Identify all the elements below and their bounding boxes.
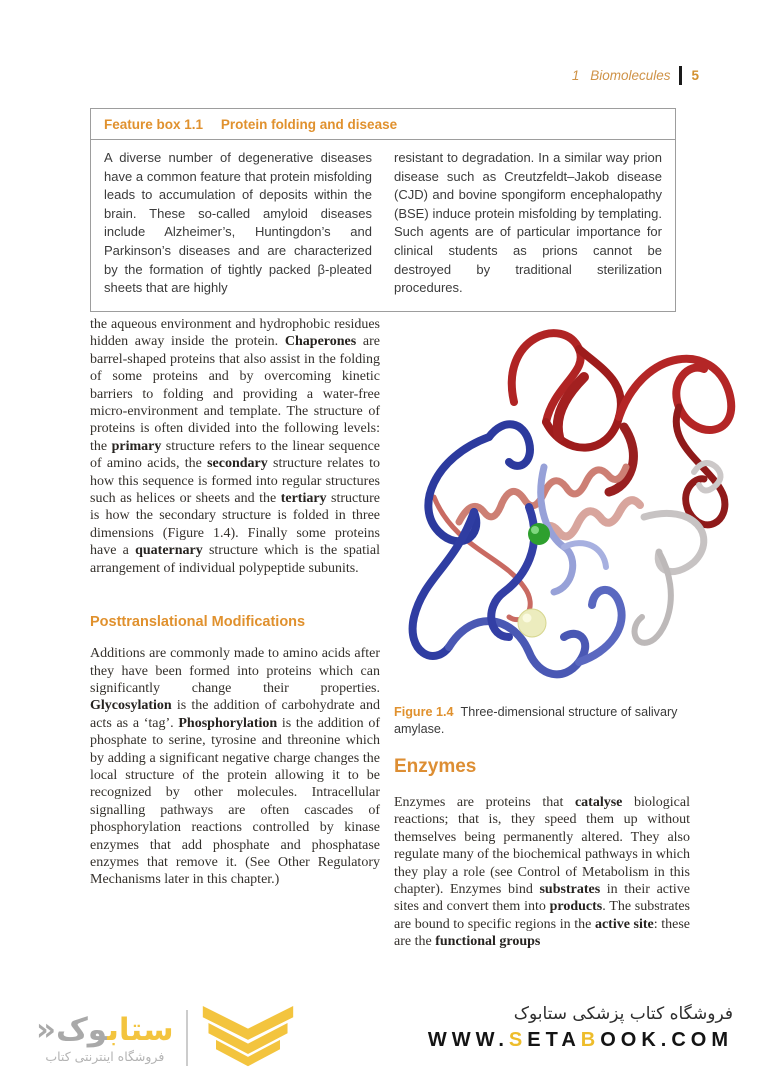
feature-box-column-left: A diverse number of degenerative diseases have a common feature that protein misfolding leads to accumulation of deposits within the brain. These so-called amyloid diseases include Alzheimer’s, Huntingdon’s and Parkinson’s diseases and are characterized by the formation of tightly packed β-pleated sheets that are highly [104, 150, 372, 296]
watermark-footer [0, 1002, 757, 1079]
store-text-block [428, 1004, 733, 1052]
paragraph-protein-structure: the aqueous environment and hydrophobic residues hidden away inside the protein. Chaperones are barrel-shaped proteins that also assist in the folding of some proteins and by overcoming kinetic barriers to folding and providing a water-free micro-environment and template. The structure of proteins is often divided into the following levels: the primary structure refers to the linear sequence of amino acids, the secondary structure relates to how this sequence is formed into regular structures such as helices or sheets and the tertiary structure is how the secondary structure is folded in three dimensions (Figure 1.4). Finally some proteins have a quaternary structure which is the spatial arrangement of individual polypeptide subunits. [90, 317, 381, 576]
setabook-logo [36, 1006, 296, 1070]
chevron-logo-icon [200, 1006, 296, 1070]
store-url [428, 1029, 733, 1052]
figure-caption [394, 704, 686, 737]
logo-tagline: فروشگاه اینترنتی کتاب [45, 1048, 165, 1064]
paragraph-enzymes: Enzymes are proteins that catalyse biological reactions; that is, they speed them up without themselves being permanently altered. They also regulate many of the biochemical pathways in which they play a role (see Control of Metabolism in this chapter). Enzymes bind substrates in their active sites and convert them into products. The substrates are bound to specific regions in the active site: these are the functional groups [394, 795, 691, 950]
logo-wordmark-block [36, 1013, 174, 1064]
green-ion [528, 523, 550, 545]
url-part-accent: S [508, 1029, 528, 1051]
wordmark-gray-part: وک [56, 1011, 108, 1048]
heading-posttranslational-modifications: Posttranslational Modifications [90, 614, 306, 631]
figure-label: Figure 1.4 [394, 705, 454, 719]
protein-ribbon-image [394, 306, 744, 698]
url-part-accent: B [580, 1029, 601, 1051]
page-header [572, 66, 699, 85]
figure-1-4 [394, 306, 690, 737]
header-divider [679, 66, 682, 85]
url-part: ETA [527, 1029, 581, 1051]
figure-caption-text: Three-dimensional structure of salivary amylase. [394, 705, 678, 736]
yellow-ion [518, 609, 546, 637]
page-number: 5 [691, 68, 699, 83]
chapter-name: Biomolecules [590, 68, 671, 83]
feature-box-title [91, 109, 675, 140]
heading-enzymes: Enzymes [394, 756, 477, 777]
feature-box [90, 108, 676, 312]
wordmark-guillemet: « [36, 1011, 57, 1048]
url-part: WWW. [427, 1029, 509, 1051]
feature-box-column-right: resistant to degradation. In a similar way prion disease such as Creutzfeldt–Jakob disease (CJD) and bovine spongiform encephalopathy (BSE) induce protein misfolding by templating. Such agents are of particular importance for clinical students as prions cannot be destroyed by traditional sterilization procedures. [394, 150, 662, 296]
url-part: OOK.COM [600, 1029, 733, 1051]
paragraph-modifications: Additions are commonly made to amino acids after they have been formed into proteins which can significantly change their properties. Glycosylation is the addition of carbohydrate and acts as a ‘tag’. Phosphorylation is the addition of phosphate to serine, tyrosine and threonine which by adding a significant negative charge changes the local structure of the protein allowing it to be recognized by other molecules. Intracellular signalling pathways are often cascades of phosphorylation reactions controlled by kinase enzymes that add phosphate and phosphatase enzymes that remove it. (See Other Regulatory Mechanisms later in this chapter.) [90, 646, 380, 888]
logo-divider [186, 1010, 188, 1066]
wordmark-yellow-part: ستاب [107, 1011, 174, 1048]
chapter-title [572, 68, 671, 83]
feature-box-body [91, 140, 675, 311]
chapter-number: 1 [571, 68, 580, 83]
right-column [394, 306, 690, 951]
feature-box-name: Protein folding and disease [220, 117, 398, 132]
logo-wordmark [36, 1013, 174, 1047]
feature-box-label: Feature box 1.1 [104, 117, 204, 132]
store-name: فروشگاه کتاب پزشکی ستابوک [513, 1004, 733, 1024]
left-column [90, 316, 380, 889]
